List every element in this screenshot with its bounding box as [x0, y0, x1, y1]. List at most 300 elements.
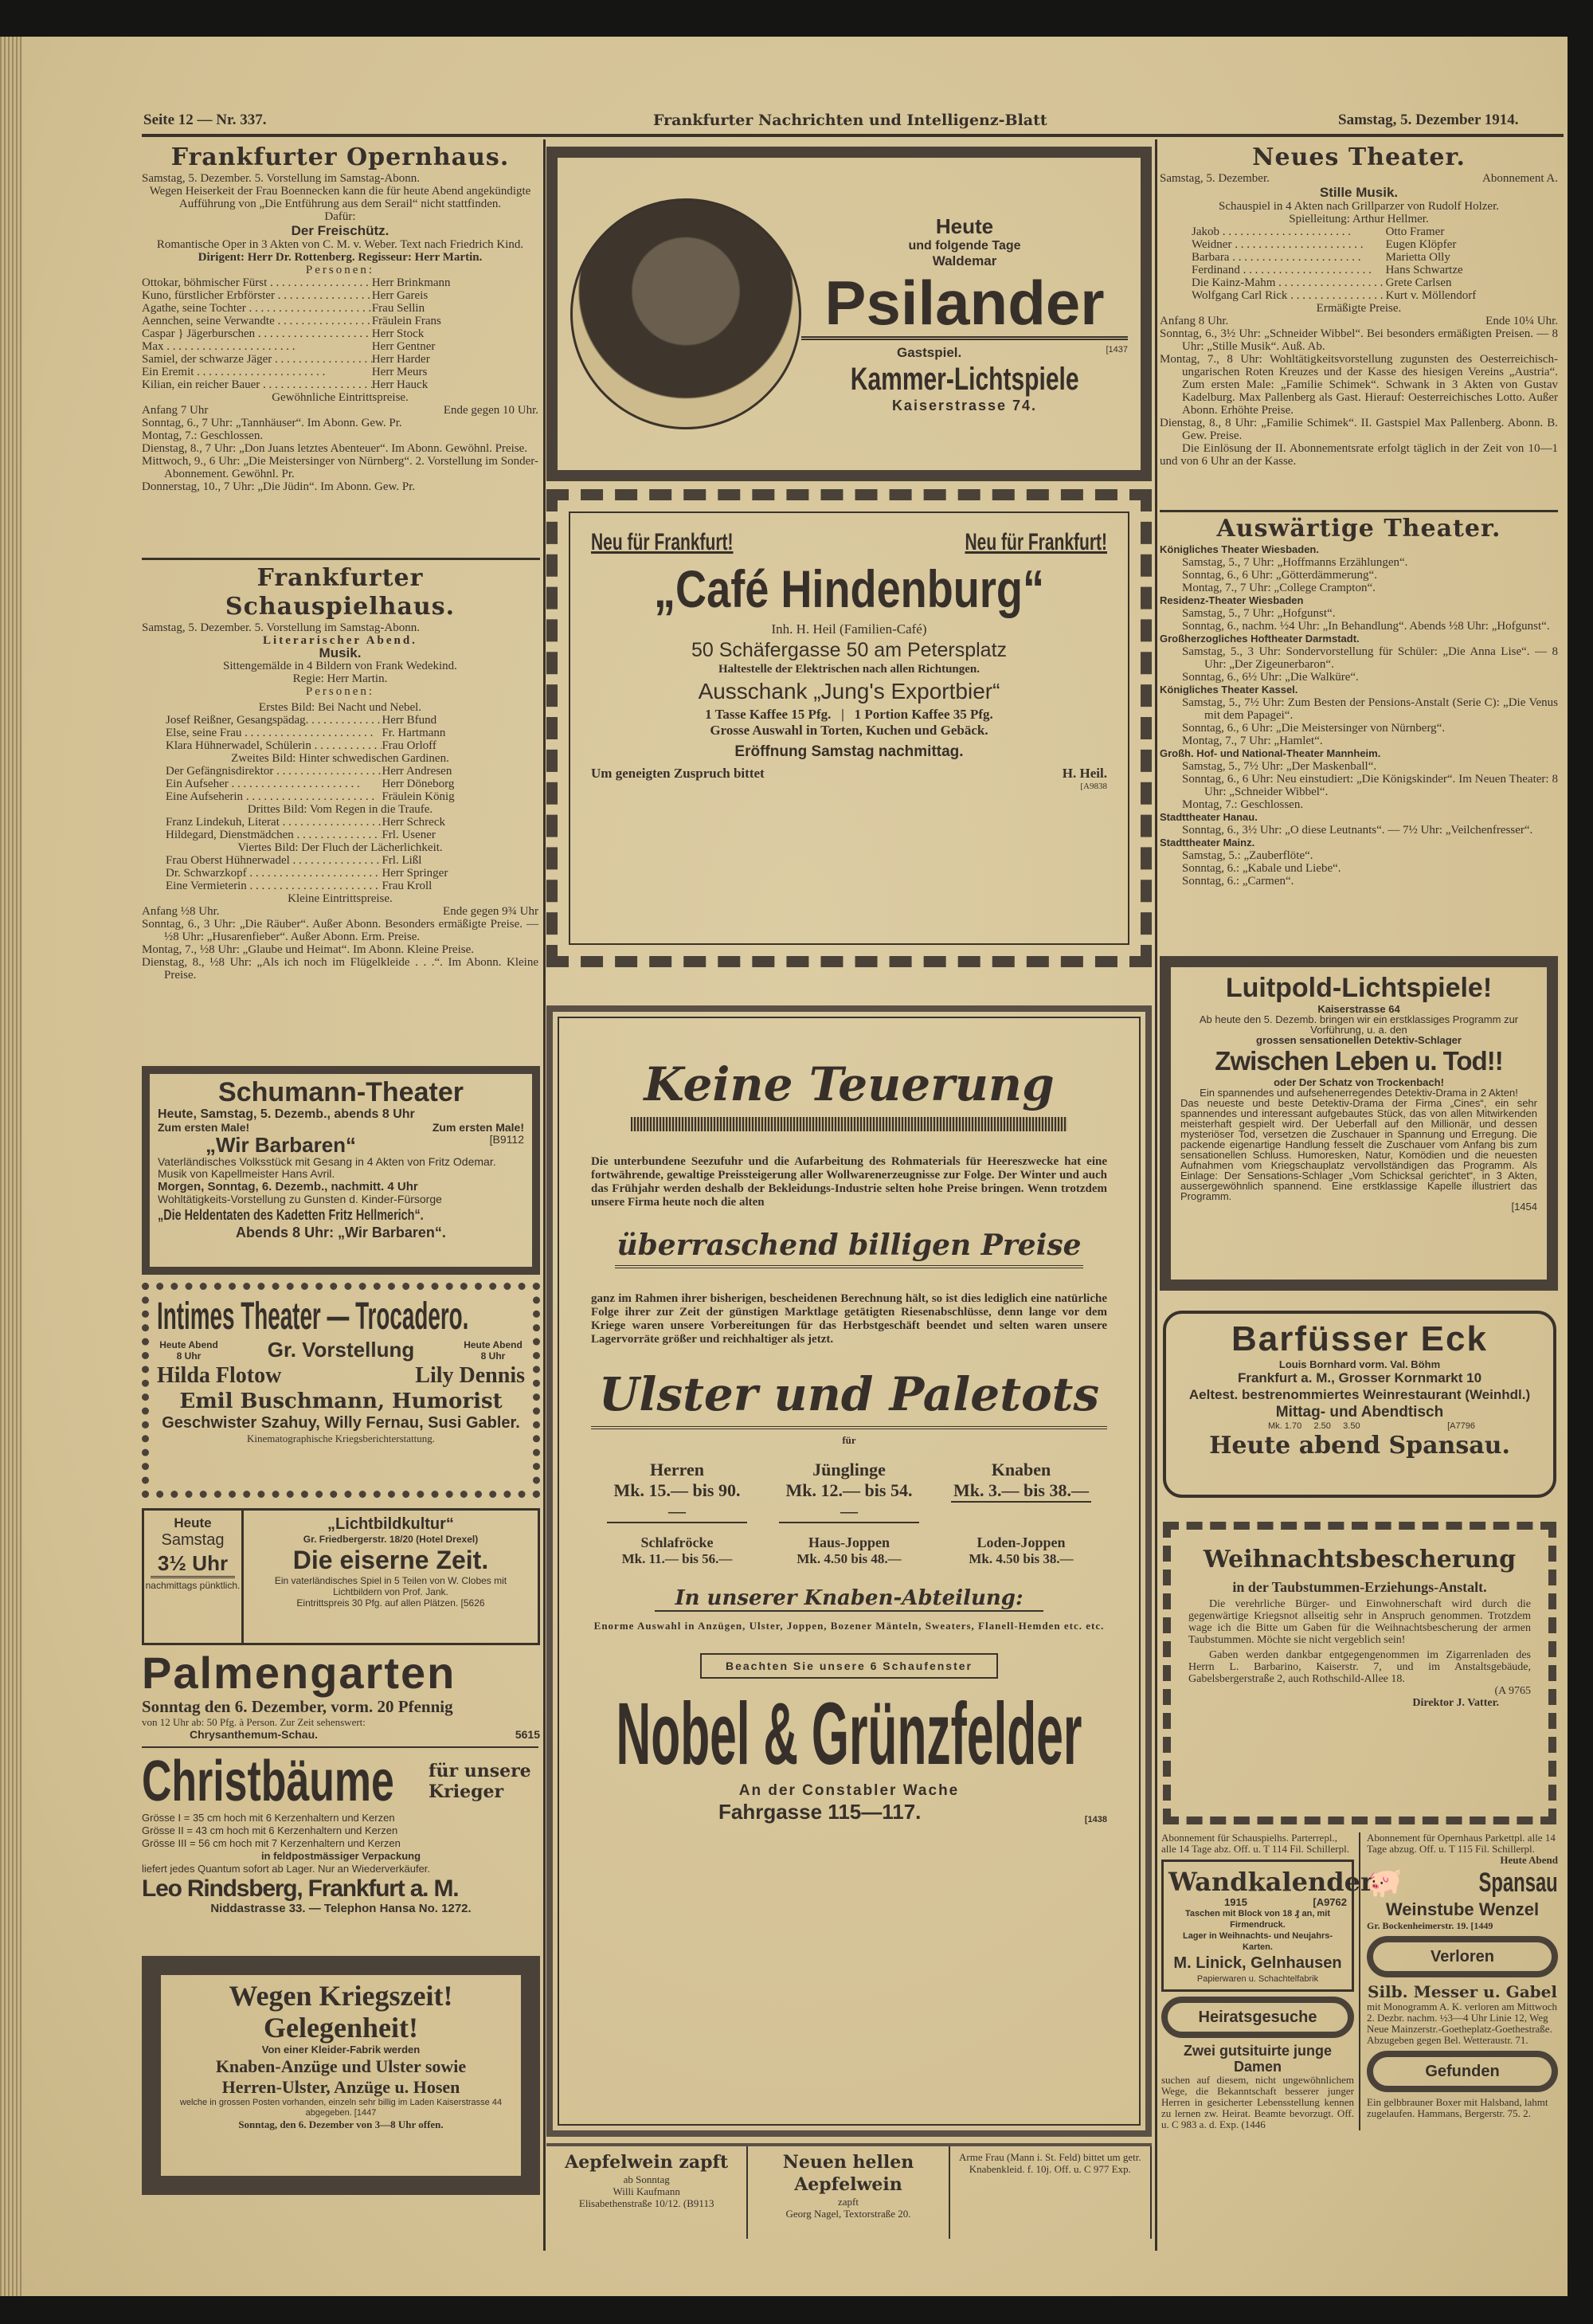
- play-description: Romantische Oper in 3 Akten von C. M. v. Weber. Text nach Friedrich Kind.: [156, 238, 524, 251]
- schedule-entry: Montag, 7., 7 Uhr: „Hamlet“.: [1182, 735, 1323, 747]
- signature: Direktor J. Vatter.: [1412, 1697, 1499, 1709]
- theater-name: Königliches Theater Wiesbaden.: [1160, 543, 1319, 555]
- role: Barbara . . .: [1192, 251, 1386, 264]
- ad-line: liefert jedes Quantum sofort ab Lager. Nur an Wiederverkäufer.: [142, 1863, 431, 1875]
- column-rule: [1155, 139, 1157, 2251]
- ad-line: Chrysanthemum-Schau.: [190, 1728, 319, 1741]
- ad-line: Ein vaterländisches Spiel in 5 Teilen von W. Clobes mit Lichtbildern von Prof. Jank.: [274, 1575, 507, 1597]
- schumann-theater-ad: [142, 1066, 540, 1275]
- address: Kaiserstrasse 74.: [891, 397, 1038, 413]
- cast-heading: Personen:: [305, 264, 375, 276]
- ad-line: Waldemar: [932, 253, 997, 268]
- ad-code: 5615: [515, 1728, 540, 1741]
- price-item: [591, 1460, 763, 1523]
- role: Franz Lindekuh, Literat . . .: [166, 816, 382, 829]
- ad-line: Neu für Frankfurt!: [965, 529, 1107, 555]
- ad-line: Um geneigten Zuspruch bittet: [591, 766, 765, 781]
- address: Kaiserstrasse 64: [1317, 1003, 1400, 1015]
- ad-code: [1437: [1106, 344, 1128, 355]
- ad-code: [A7796: [1447, 1421, 1475, 1431]
- price-range: Mk. 4.50 bis 38.—: [969, 1551, 1074, 1566]
- actor: Frl. Lißl: [382, 854, 422, 867]
- small-ad-line: Georg Nagel, Textorstraße 20.: [785, 2208, 911, 2220]
- role: Hildegard, Dienstmädchen . . .: [166, 829, 382, 841]
- ad-title: Barfüsser Eck: [1231, 1319, 1488, 1358]
- ad-line: Spansau: [1478, 1867, 1558, 1898]
- classified-ad: Ein gelbbrauner Boxer mit Halsband, lahmt zugelaufen. Hammans, Bergerstr. 75. 2.: [1367, 2096, 1548, 2119]
- price-item: [591, 1534, 763, 1567]
- cast-row: [166, 714, 538, 727]
- ad-line: Louis Bornhard vorm. Val. Böhm: [1278, 1358, 1441, 1370]
- schedule-entry: Sonntag, 6.: „Kabale und Liebe“.: [1182, 862, 1341, 875]
- notice: Die Einlösung der II. Abonnementsrate erfolgt täglich in der Zeit von 10—1 und von 6 Uhr an der Kasse.: [1160, 442, 1558, 468]
- cast-row: [1192, 238, 1526, 251]
- cast-row: [142, 353, 538, 366]
- ad-line: Heute abend Spansau.: [1209, 1432, 1510, 1460]
- prices: Ermäßigte Preise.: [1316, 302, 1402, 315]
- address: Gr. Bockenheimerstr. 19. [1449: [1367, 1920, 1493, 1931]
- schedule-entry: Montag, 7.: Geschlossen.: [1182, 798, 1304, 811]
- actor: Herr Andresen: [382, 765, 452, 778]
- role: Agathe, seine Tochter . . .: [142, 302, 372, 315]
- ad-line: Grosse Auswahl in Torten, Kuchen und Gebäck.: [710, 723, 988, 738]
- small-ad: [950, 2146, 1152, 2239]
- role: Else, seine Frau . . .: [166, 727, 382, 739]
- performer: Hilda Flotow: [157, 1363, 282, 1388]
- firm-name: Weinstube Wenzel: [1385, 1899, 1540, 1919]
- opera-house-listing: [142, 143, 538, 493]
- actor: Herr Gentner: [371, 340, 436, 353]
- cast-row: [142, 289, 538, 302]
- play-title: „Die Heldentaten des Kadetten Fritz Hellmerich“.: [158, 1207, 424, 1223]
- price-category: Loden-Joppen: [977, 1534, 1066, 1550]
- actor: Eugen Klöpfer: [1385, 238, 1457, 251]
- cast-row: [142, 302, 538, 315]
- schedule-entry: Sonntag, 6., 6 Uhr: „Götterdämmerung“.: [1182, 569, 1377, 582]
- star-name: Psilander: [801, 269, 1128, 340]
- theater-name: Königliches Theater Kassel.: [1160, 684, 1298, 696]
- act-cast: [142, 854, 538, 892]
- role: Kilian, ein reicher Bauer . . .: [142, 378, 372, 391]
- end-time: Ende 10¼ Uhr.: [1485, 315, 1558, 327]
- heading-verloren: Verloren: [1367, 1936, 1558, 1977]
- role: Ottokar, böhmischer Fürst . . .: [142, 276, 372, 289]
- play-title: Stille Musik.: [1319, 185, 1399, 200]
- price-category: Schlafröcke: [640, 1534, 714, 1550]
- acts-list: [142, 701, 538, 892]
- ad-line: Neu für Frankfurt!: [591, 529, 734, 555]
- end-time: Ende gegen 9¾ Uhr: [443, 905, 538, 918]
- notice: Dafür:: [324, 210, 356, 223]
- act-title: Zweites Bild: Hinter schwedischen Gardinen.: [231, 752, 449, 765]
- ad-line: Ab heute den 5. Dezemb. bringen wir ein erstklassiges Programm zur Vorführung, u. a. den: [1199, 1013, 1519, 1036]
- classified-ad: mit Monogramm A. K. verloren am Mittwoch 2. Dezbr. nachm. ½3—4 Uhr Linie 12, Weg Neue Mainzerstr.-Goetheplatz-Goethestraße. Abzugeben gegen Bel. Wetteraustr. 71.: [1367, 2001, 1558, 2046]
- role: Frau Oberst Hühnerwadel . . .: [166, 854, 382, 867]
- ad-title: Intimes Theater — Trocadero.: [157, 1295, 469, 1338]
- ad-subtitle: in der Taubstummen-Erziehungs-Anstalt.: [1232, 1579, 1487, 1595]
- act-cast: [142, 765, 538, 803]
- ad-title: „Café Hindenburg“: [653, 559, 1045, 618]
- cast-list: [1160, 225, 1558, 302]
- actor: Fräulein Frans: [371, 315, 441, 327]
- actor: Frau Kroll: [382, 880, 432, 892]
- cast-row: [166, 880, 538, 892]
- role: Ein Eremit . . .: [142, 366, 372, 378]
- schedule-entry: Samstag, 5., 3 Uhr: Sondervorstellung für Schüler: „Die Anna Lise“. — 8 Uhr: „Der Zigeunerbaron“.: [1182, 645, 1558, 671]
- schedule-entry: Samstag, 5., 7 Uhr: „Hofgunst“.: [1182, 607, 1336, 620]
- ad-line: Wohltätigkeits-Vorstellung zu Gunsten d. Kinder-Fürsorge: [158, 1193, 442, 1205]
- trocadero-ad: [142, 1283, 540, 1498]
- ad-line: Haltestelle der Elektrischen nach allen Richtungen.: [718, 663, 980, 676]
- actor: Herr Bfund: [382, 714, 437, 727]
- ad-subtitle: überraschend billigen Preise: [615, 1225, 1083, 1268]
- price-grid: [591, 1460, 1107, 1567]
- column-rule: [543, 139, 546, 2251]
- ad-line: Zum ersten Male!: [158, 1122, 250, 1134]
- schedule-entry: Sonntag, 6., 7 Uhr: „Tannhäuser“. Im Abonn. Gew. Pr.: [142, 417, 402, 429]
- schedule-entry: Sonntag, 6., 3 Uhr: „Die Räuber“. Außer Abonn. Besonders ermäßigte Preise. — ½8 Uhr: „Husarenfieber“. Außer Abonn. Erm. Preise.: [142, 918, 538, 943]
- actor: Marietta Olly: [1385, 251, 1450, 264]
- act-cast: [142, 816, 538, 841]
- ad-line: Eintrittspreis 30 Pfg. auf allen Plätzen.: [296, 1597, 459, 1609]
- ad-paragraph: Das neueste und beste Detektiv-Drama der Firma „Cines“, ein sehr spannendes und interessant aufgebautes Stück, das von allen Mitwirkenden meisterhaft gespielt wird. Der Ueberfall auf den Millionär, und dessen mysteriöser Tod, versetzen die Zuschauer in Spannung und Erregung. Die packende eigenartige Handlung fesselt die Zuschauer vom Anfang bis zum sensationellen Schluss. Humoresken, Natur, Komödien und die neuesten Aufnahmen vom Kriegschauplatz vervollständigen das Programm. Als Einlage: Der Sensations-Schlager „Vom Schicksal gerichtet“, in 3 Akten, aussergewöhnlich spannend. Eine erstklassige Kapelle illustriert das Programm.: [1180, 1097, 1537, 1202]
- ad-title: Silb. Messer u. Gabel: [1368, 1982, 1557, 2001]
- ad-line: und folgende Tage: [908, 238, 1021, 253]
- play-title: Die eiserne Zeit.: [292, 1546, 489, 1574]
- play-description: Schauspiel in 4 Akten nach Grillparzer von Rudolf Holzer.: [1219, 200, 1499, 213]
- ad-line: Gr. Vorstellung: [267, 1338, 415, 1362]
- play-title: Der Freischütz.: [291, 223, 389, 238]
- ad-line: grossen sensationellen Detektiv-Schlager: [1256, 1034, 1462, 1046]
- list-line: Grösse III = 56 cm hoch mit 7 Kerzenhaltern und Kerzen: [142, 1837, 401, 1849]
- schedule-list: [142, 918, 538, 982]
- divider: [142, 1746, 538, 1748]
- ad-code: [A9762: [1313, 1897, 1347, 1908]
- signature: H. Heil.: [1062, 766, 1107, 781]
- role: Klara Hühnerwadel, Schülerin . . .: [166, 739, 382, 752]
- cast-row: [1192, 225, 1526, 238]
- ad-line: Von einer Kleider-Fabrik werden: [261, 2044, 421, 2056]
- other-theaters-listing: [1160, 515, 1558, 888]
- classified-ad: Abonnement für Schauspielhs. Parterrepl., alle 14 Tage abz. Off. u. T 114 Fil. Schillerpl.: [1161, 1832, 1349, 1855]
- schedule-entry: Mittwoch, 9., 6 Uhr: „Die Meistersinger von Nürnberg“. 2. Vorstellung im Sonder-Abonnement. Gewöhnl. Pr.: [142, 455, 538, 480]
- actor: Herr Gareis: [371, 289, 429, 302]
- ad-paragraph: Gaben werden dankbar entgegengenommen im Zigarrenladen des Herrn L. Barbarino, Kaiserstr. 7, und im Anstaltsgebäude, Gabelsbergerstraße 2, auch Rothschild-Allee 18.: [1188, 1649, 1531, 1685]
- cast-heading: Personen:: [305, 685, 375, 698]
- section-title: Frankfurter Opernhaus.: [170, 143, 510, 171]
- ad-line: Heute Abend: [1500, 1854, 1558, 1866]
- schedule-entry: Montag, 7., 7 Uhr: „College Crampton“.: [1182, 582, 1376, 594]
- schedule-list: [1160, 327, 1558, 442]
- firm-name: M. Linick, Gelnhausen: [1173, 1954, 1342, 1972]
- ad-line: Sonntag, den 6. Dezember von 3—8 Uhr offen.: [238, 2118, 444, 2130]
- performer: Geschwister Szahuy, Willy Fernau, Susi Gabler.: [162, 1414, 520, 1432]
- credits: Spielleitung: Arthur Hellmer.: [1289, 213, 1429, 225]
- cast-row: [166, 778, 538, 790]
- war-sale-ad: [142, 1956, 540, 2195]
- playhouse-listing: [142, 564, 538, 982]
- subtitle: Literarischer Abend.: [263, 634, 417, 647]
- ad-title: Gelegenheit!: [264, 2012, 418, 2044]
- nobel-gruenzfelder-ad: [546, 1005, 1152, 2137]
- ad-line: Eröffnung Samstag nachmittag.: [734, 743, 964, 760]
- actor: Herr Springer: [382, 867, 448, 880]
- act-cast: [142, 714, 538, 752]
- ad-line: Samstag: [161, 1531, 225, 1549]
- theater-name: Residenz-Theater Wiesbaden: [1160, 594, 1304, 606]
- role: Max . . .: [142, 340, 372, 353]
- cast-row: [166, 867, 538, 880]
- actor: Frau Orloff: [382, 739, 436, 752]
- small-ads-right: [1367, 1832, 1558, 2119]
- palmengarten-ad: [142, 1649, 540, 1741]
- ad-line: Beachten Sie unsere 6 Schaufenster: [700, 1653, 998, 1679]
- price-item: [763, 1534, 935, 1567]
- credits: Dirigent: Herr Dr. Rottenberg. Regisseur: Herr Martin.: [198, 251, 483, 264]
- ad-line: Heute: [935, 214, 994, 238]
- ad-title: Palmengarten: [142, 1648, 456, 1698]
- ad-code: [A9838: [1080, 782, 1107, 791]
- price-range: Mk. 4.50 bis 48.—: [796, 1551, 902, 1566]
- theater-name: Stadttheater Hanau.: [1160, 811, 1258, 823]
- ad-paragraph: Die verehrliche Bürger- und Einwohnerschaft wird durch die gegenwärtige Kriegsnot allseitig sehr in Anspruch genommen. Trotzdem wage ich die Bitte um Gaben für die Weihnachtsbescherung der armen Taubstummen. Möchte sie nicht vergeblich sein!: [1188, 1598, 1531, 1646]
- cast-row: [142, 315, 538, 327]
- role: Ein Aufseher . . .: [166, 778, 382, 790]
- sizes-list: [142, 1812, 540, 1850]
- actor: Herr Stock: [371, 327, 425, 340]
- ad-title: Luitpold-Lichtspiele!: [1225, 973, 1493, 1003]
- classified-ad: suchen auf diesem, nicht ungewöhnlichem Wege, die Bekanntschaft besserer junger Herren in gesicherter Lebensstellung kennen zu lernen zw. Heirat. Beamte bevorzugt. Off. u. C 983 a. d. Exp. (1446: [1161, 2074, 1354, 2130]
- play-title: Zwischen Leben u. Tod!!: [1215, 1046, 1503, 1076]
- ad-line: Mittag- und Abendtisch: [1275, 1404, 1444, 1421]
- notice: Wegen Heiserkeit der Frau Boennecken kann die für heute Abend angekündigte Aufführung von „Die Entführung aus dem Serail“ nicht stattfinden.: [149, 185, 531, 210]
- actor: Herr Schreck: [382, 816, 445, 829]
- schedule-entry: Sonntag, 6., 3½ Uhr: „O diese Leutnants“. — 7½ Uhr: „Veilchenfresser“.: [1182, 824, 1533, 837]
- ad-line: Vaterländisches Volksstück mit Gesang in 4 Akten von Fritz Odemar. Musik von Kapellmeister Hans Avril.: [158, 1155, 496, 1180]
- small-ad: [748, 2146, 949, 2239]
- ad-title: Weihnachtsbescherung: [1203, 1546, 1517, 1574]
- ad-line: für: [842, 1434, 856, 1446]
- cafe-hindenburg-ad: Neu für Frankfurt! Neu für Frankfurt! „Café Hindenburg“ Inh. H. Heil (Familien-Café) 50 Schäfergasse 50 am Petersplatz Haltestelle der Elektrischen nach allen Richtungen. Ausschank „Jung's Exportbier“ 1 Tasse Kaffee 15 Pfg. | 1 Portion Kaffee 35 Pfg. Grosse Auswahl in Torten, Kuchen und Gebäck. Eröffnung Samstag nachmittag. Um geneigten Zuspruch bittet H. Heil. [A9838: [546, 489, 1152, 967]
- ad-title: Keine Teuerung: [644, 1057, 1055, 1111]
- ad-line: Aeltest. bestrenommiertes Weinrestaurant (Weinhdl.): [1188, 1387, 1531, 1402]
- ad-code: [1438: [1084, 1815, 1107, 1824]
- ad-code: [B9112: [489, 1134, 524, 1146]
- ad-line: Morgen, Sonntag, 6. Dezemb., nachmitt. 4 Uhr: [158, 1180, 418, 1193]
- ad-line: 1915: [1224, 1897, 1247, 1908]
- act-title: Erstes Bild: Bei Nacht und Nebel.: [258, 701, 422, 714]
- cast-row: [1192, 264, 1526, 276]
- ad-title: Wandkalender: [1168, 1867, 1374, 1897]
- theater-list: [1160, 543, 1558, 888]
- ad-headline: Ulster und Paletots: [591, 1362, 1107, 1429]
- ad-line: Sonntag den 6. Dezember, vorm. 20 Pfennig: [142, 1697, 453, 1716]
- prices: Kleine Eintrittspreise.: [288, 892, 393, 905]
- cast-row: [142, 378, 538, 391]
- venue-name: Kammer-Lichtspiele: [850, 361, 1079, 397]
- schedule-entry: Dienstag, 8., 7 Uhr: „Don Juans letztes Abenteuer“. Im Abonn. Gewöhnl. Preise.: [142, 442, 528, 455]
- small-ads-left: [1161, 1832, 1374, 2130]
- ad-line: nachmittags pünktlich.: [145, 1580, 241, 1591]
- cast-row: [142, 366, 538, 378]
- neues-theater-listing: [1160, 143, 1558, 468]
- cast-row: [1192, 289, 1526, 302]
- price: 1 Tasse Kaffee 15 Pfg.: [705, 707, 832, 722]
- role: Die Kainz-Mahm . . .: [1192, 276, 1386, 289]
- schedule-entry: Dienstag, 8., 8 Uhr: „Familie Schimek“. II. Gastspiel Max Pallenberg. Abonn. B. Gew. Preise.: [1160, 417, 1558, 442]
- list-line: Grösse II = 43 cm hoch mit 6 Kerzenhaltern und Kerzen: [142, 1824, 398, 1836]
- cast-row: [166, 829, 538, 841]
- price-range: Mk. 12.— bis 54.—: [779, 1480, 919, 1523]
- small-ad-line: Arme Frau (Mann i. St. Feld) bittet um getr. Knabenkleid. f. 10j. Off. u. C 977 Exp.: [959, 2151, 1141, 2175]
- schedule-entry: Dienstag, 8., ½8 Uhr: „Als ich noch im Flügelkleide . . .“. Im Abonn. Kleine Preise.: [142, 956, 538, 982]
- role: Eine Vermieterin . . .: [166, 880, 382, 892]
- heading-heiratsgesuche: Heiratsgesuche: [1161, 1997, 1354, 2038]
- role: Aennchen, seine Verwandte . . .: [142, 315, 372, 327]
- act-title: Drittes Bild: Vom Regen in die Traufe.: [247, 803, 433, 816]
- actor: Herr Döneborg: [382, 778, 455, 790]
- cast-row: [166, 727, 538, 739]
- actor: Otto Framer: [1385, 225, 1445, 238]
- act-title: Viertes Bild: Der Fluch der Lächerlichkeit.: [237, 841, 443, 854]
- schedule-entry: Sonntag, 6., 6 Uhr: „Die Meistersinger von Nürnberg“.: [1182, 722, 1446, 735]
- ad-line: Kinematographische Kriegsberichterstattung.: [246, 1432, 436, 1444]
- actor: Frl. Usener: [382, 829, 436, 841]
- play-title: Musik.: [319, 645, 362, 660]
- theater-name: Großherzogliches Hoftheater Darmstadt.: [1160, 633, 1360, 645]
- cast-row: [166, 816, 538, 829]
- play-title: „Wir Barbaren“: [205, 1134, 357, 1156]
- ad-line: Inh. H. Heil (Familien-Café): [771, 621, 927, 637]
- newspaper-title: Frankfurter Nachrichten und Intelligenz-Blatt: [653, 112, 1047, 129]
- ad-title: Wegen Kriegszeit!: [229, 1980, 453, 2012]
- classified-ad: Abonnement für Opernhaus Parkettpl. alle 14 Tage abzug. Off. u. T 115 Fil. Schillerpl.: [1367, 1832, 1556, 1855]
- ad-line: Gastspiel.: [897, 344, 962, 360]
- small-ads-row: [546, 2143, 1152, 2239]
- role: Eine Aufseherin . . .: [166, 790, 382, 803]
- date-line: Samstag, 5. Dezember. 5. Vorstellung im Samstag-Abonn.: [142, 621, 420, 634]
- role: Samiel, der schwarze Jäger . . .: [142, 353, 372, 366]
- ad-title: Christbäume: [142, 1750, 394, 1813]
- ad-line: Abends 8 Uhr: „Wir Barbaren“.: [236, 1225, 446, 1240]
- decorative-bar: [631, 1117, 1067, 1131]
- schedule-entry: Sonntag, 6.: „Carmen“.: [1182, 875, 1294, 888]
- actor: Herr Hauck: [371, 378, 429, 391]
- start-time: Anfang 7 Uhr: [142, 404, 209, 417]
- section-title: Frankfurter Schauspielhaus.: [225, 564, 456, 621]
- ad-line: Heute Abend 8 Uhr: [464, 1338, 523, 1362]
- ad-code: (A 9765: [1494, 1685, 1531, 1697]
- address: Fahrgasse 115—117.: [718, 1800, 922, 1824]
- play-description: Sittengemälde in 4 Bildern von Frank Wedekind.: [223, 660, 457, 672]
- psilander-ad: [546, 147, 1152, 481]
- list-line: Grösse I = 35 cm hoch mit 6 Kerzenhaltern und Kerzen: [142, 1812, 395, 1824]
- price-range: Mk. 15.— bis 90.—: [607, 1480, 747, 1523]
- price: 1 Portion Kaffee 35 Pfg.: [854, 707, 993, 722]
- price-category: Jünglinge: [812, 1460, 886, 1479]
- role: Dr. Schwarzkopf . . .: [166, 867, 382, 880]
- address: Frankfurt a. M., Grosser Kornmarkt 10: [1237, 1370, 1482, 1385]
- actor: Fräulein König: [382, 790, 455, 803]
- small-ad-line: Elisabethenstraße 10/12. (B9113: [578, 2197, 714, 2209]
- schedule-entry: Sonntag, 6., nachm. ½4 Uhr: „In Behandlung“. Abends ½8 Uhr: „Hofgunst“.: [1182, 620, 1550, 633]
- christmas-trees-ad: [142, 1751, 540, 1915]
- header-rule: [142, 134, 1564, 137]
- christmas-charity-ad: [1163, 1522, 1556, 1824]
- cast-row: [142, 276, 538, 289]
- address: Niddastrasse 33. — Telephon Hansa No. 1272.: [210, 1902, 472, 1915]
- end-time: Ende gegen 10 Uhr.: [443, 404, 538, 417]
- ad-line: Lager in Weihnachts- und Neujahrs-Karten.: [1182, 1931, 1333, 1952]
- ad-line: von 12 Uhr ab: 50 Pfg. à Person. Zur Zeit sehenswert:: [142, 1716, 366, 1728]
- role: Josef Reißner, Gesangspädag. . . .: [166, 714, 382, 727]
- role: Wolfgang Carl Rick . . .: [1192, 289, 1386, 302]
- address: 50 Schäfergasse 50 am Petersplatz: [691, 639, 1008, 661]
- cast-row: [142, 340, 538, 353]
- schedule-entry: Montag, 7., ½8 Uhr: „Glaube und Heimat“. Im Abonn. Kleine Preise.: [142, 943, 474, 956]
- role: Jakob . . .: [1192, 225, 1386, 238]
- section-title: Neues Theater.: [1252, 143, 1466, 171]
- ad-paragraph: Die unterbundene Seezufuhr und die Aufarbeitung des Rohmaterials für Heereszwecke hat eine fortwährende, gewaltige Preissteigerung aller Wollwarenerzeugnisse zur Folge. Der Winter und auch das Frühjahr werden deshalb der Bekleidungs-Industrie selten hohe Preise bringen. Wenn trotzdem unsere Firma heute noch die alten: [591, 1155, 1107, 1209]
- small-ad-line: zapft: [838, 2196, 859, 2208]
- ad-paragraph: ganz im Rahmen ihrer bisherigen, bescheidenen Berechnung hält, so ist dies lediglich eine natürliche Folge ihrer zur Zeit der günstigen Marktlage getätigten Riesenabschlüsse, denn lange vor dem Kriege waren unsere Vorbereitungen für das Herbstgeschäft beendet und selten waren unsere Lagervorräte größer und reichhaltiger als jetzt.: [591, 1292, 1107, 1346]
- actor: Kurt v. Möllendorf: [1385, 289, 1477, 302]
- ad-line: Ausschank „Jung's Exportbier“: [698, 679, 1000, 703]
- schedule-list: [142, 417, 538, 493]
- theater-name: Großh. Hof- und National-Theater Mannheim.: [1160, 747, 1381, 759]
- price: Mk. 1.70 2.50 3.50: [1268, 1421, 1360, 1431]
- small-ad-title: Aepfelwein zapft: [565, 2152, 729, 2173]
- schedule-entry: Samstag, 5., 7½ Uhr: Zum Besten der Pensions-Anstalt (Serie C): „Die Venus mit dem Papagei“.: [1182, 696, 1558, 722]
- ad-line: Heute: [174, 1515, 212, 1530]
- ad-line: welche in grossen Posten vorhanden, einzeln sehr billig im Laden Kaiserstrasse 44 abgegeben. [1447: [179, 2098, 503, 2118]
- cast-row: [166, 739, 538, 752]
- role: Caspar } Jägerburschen . . .: [142, 327, 372, 340]
- small-ad-line: Willi Kaufmann: [613, 2185, 680, 2197]
- cast-row: [166, 790, 538, 803]
- role: Ferdinand . . .: [1192, 264, 1386, 276]
- actor: Frau Sellin: [371, 302, 425, 315]
- divider: [142, 558, 540, 560]
- price-category: Knaben: [991, 1460, 1051, 1479]
- heading-gefunden: Gefunden: [1367, 2051, 1558, 2092]
- price-item: [935, 1534, 1107, 1567]
- schedule-entry: Samstag, 5., 7 Uhr: „Hoffmanns Erzählungen“.: [1182, 556, 1408, 569]
- price-category: Haus-Joppen: [808, 1534, 890, 1550]
- cast-list: [142, 276, 538, 391]
- ad-line: Herren-Ulster, Anzüge u. Hosen: [221, 2077, 460, 2097]
- ad-line: Papierwaren u. Schachtelfabrik: [1196, 1974, 1319, 1984]
- role: Der Gefängnisdirektor . . .: [166, 765, 382, 778]
- firm-name: Leo Rindsberg, Frankfurt a. M.: [142, 1875, 459, 1902]
- cast-row: [166, 765, 538, 778]
- ad-title: Zwei gutsituirte junge Damen: [1183, 2043, 1332, 2075]
- small-ad-line: ab Sonntag: [623, 2173, 670, 2185]
- cast-row: [166, 854, 538, 867]
- actor: Herr Harder: [371, 353, 430, 366]
- schedule-entry: Samstag, 5.: „Zauberflöte“.: [1182, 849, 1313, 862]
- start-time: Anfang ½8 Uhr.: [142, 905, 220, 918]
- ad-line: Ein spannendes und aufsehenerregendes Detektiv-Drama in 2 Akten!: [1200, 1087, 1518, 1099]
- ad-line: Zum ersten Male!: [432, 1122, 524, 1134]
- issue-date: Samstag, 5. Dezember 1914.: [1338, 112, 1519, 128]
- subscription: Abonnement A.: [1482, 172, 1558, 185]
- cast-row: [142, 327, 538, 340]
- price-range: Mk. 3.— bis 38.—: [951, 1480, 1091, 1503]
- actor: Hans Schwartze: [1385, 264, 1463, 276]
- actor: Herr Meurs: [371, 366, 428, 378]
- price-category: Herren: [649, 1460, 704, 1479]
